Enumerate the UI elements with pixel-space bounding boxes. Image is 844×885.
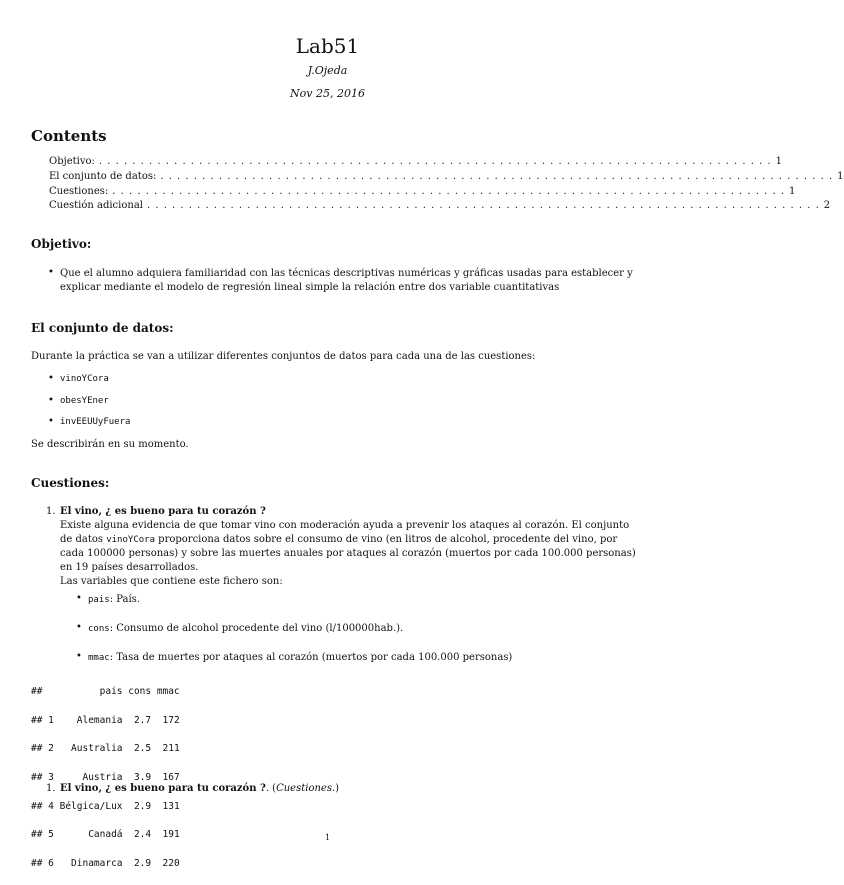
code-line: ## 6 Dinamarca 2.9 220 (31, 857, 180, 869)
objetivo-line-1: Que el alumno adquiera familiaridad con las técnicas descriptivas numéricas y gráficas usadas para establecer y (60, 268, 633, 279)
toc-entry-objetivo[interactable] (49, 156, 783, 171)
question-title: El vino, ¿ es bueno para tu corazón ? (60, 783, 266, 794)
code-line: ## pais cons mmac (31, 686, 180, 698)
bullet-icon: • (76, 622, 82, 633)
document-title: Lab51 (295, 34, 360, 58)
variable-item (88, 651, 512, 665)
variable-code: cons (88, 624, 110, 634)
conjunto-outro: Se describirán en su momento. (31, 439, 189, 450)
variable-code: mmac (88, 653, 110, 663)
bullet-icon: • (48, 267, 54, 278)
toc-entry-page[interactable]: 1 (775, 156, 783, 167)
dataset-name: vinoYCora (60, 374, 109, 384)
variable-desc: : Consumo de alcohol procedente del vino (l/100000hab.). (109, 623, 404, 634)
text-segment: de datos (60, 534, 107, 545)
toc-entry-page[interactable]: 1 (837, 170, 844, 182)
text-segment: proporciona datos sobre el consumo de vino (en litros de alcohol, procedente del vino, por (155, 534, 618, 545)
toc-entry-page[interactable]: 2 (823, 200, 831, 212)
code-line: ## 1 Alemania 2.7 172 (31, 714, 180, 726)
bullet-icon: • (76, 651, 82, 662)
question-number: 1. (46, 783, 56, 794)
question-1-repeat (60, 782, 339, 796)
document-date: Nov 25, 2016 (290, 87, 365, 100)
dataset-name: obesYEner (60, 396, 109, 406)
toc-entry-conjunto[interactable] (49, 170, 844, 186)
conjunto-intro: Durante la práctica se van a utilizar diferentes conjuntos de datos para cada una de las cuestiones: (31, 351, 536, 362)
page-number: 1 (324, 833, 331, 842)
question-1-line-2 (60, 533, 640, 547)
objetivo-bullet-text (60, 267, 640, 295)
toc-leader-dots: . . . . . . . . . . . . . . . . . . . . . . . . . . . . . . . . . . . . . . . . . . . . . . . . . . . . . . . . . . . . . . . . . . . . . . . . . . . . . . . . . (146, 200, 820, 212)
toc-entry-cuestiones[interactable] (49, 185, 796, 201)
variable-item (88, 593, 140, 607)
code-line: ## 4 Bélgica/Lux 2.9 131 (31, 800, 180, 812)
variable-code: pais (88, 595, 110, 605)
toc-entry-cuestion-adicional[interactable] (49, 200, 831, 215)
question-1-line-5: Las variables que contiene este fichero son: (60, 576, 283, 587)
code-line: ## 5 Canadá 2.4 191 (31, 829, 180, 841)
bullet-icon: • (48, 395, 54, 406)
toc-entry-label[interactable]: Cuestiones: (49, 185, 109, 197)
question-1-line-1: Existe alguna evidencia de que tomar vino con moderación ayuda a prevenir los ataques al corazón. El conjunto (60, 520, 630, 531)
question-1-line-3: cada 100000 personas) y sobre las muertes anuales por ataques al corazón (muertos por cada 100.000 personas) (60, 548, 636, 559)
toc-leader-dots: . . . . . . . . . . . . . . . . . . . . . . . . . . . . . . . . . . . . . . . . . . . . . . . . . . . . . . . . . . . . . . . . . . . . . . . . . . . . . . . . . (112, 185, 786, 197)
code-line: ## 2 Australia 2.5 211 (31, 743, 180, 755)
toc-leader-dots: . . . . . . . . . . . . . . . . . . . . . . . . . . . . . . . . . . . . . . . . . . . . . . . . . . . . . . . . . . . . . . . . . . . . . . . . . . . . . . . . . (160, 170, 834, 182)
toc-entry-label[interactable]: El conjunto de datos: (49, 170, 157, 182)
document-author: J.Ojeda (307, 64, 348, 77)
bullet-icon: • (48, 373, 54, 384)
variable-desc: : Tasa de muertes por ataques al corazón (muertos por cada 100.000 personas) (109, 652, 513, 663)
toc-entry-label[interactable]: Objetivo: (49, 156, 95, 167)
variable-item (88, 622, 403, 636)
toc-entry-label[interactable]: Cuestión adicional (49, 200, 143, 212)
text-segment: ) (335, 783, 340, 794)
question-number: 1. (46, 506, 56, 517)
toc-leader-dots: . . . . . . . . . . . . . . . . . . . . . . . . . . . . . . . . . . . . . . . . . . . . . . . . . . . . . . . . . . . . . . . . . . . . . . . . . . . . . . . . . (98, 156, 772, 167)
code-line: ## 3 Austria 3.9 167 (31, 772, 180, 784)
cuestiones-heading: Cuestiones: (31, 476, 110, 490)
question-1-body (60, 505, 640, 589)
objetivo-heading: Objetivo: (31, 237, 92, 251)
conjunto-heading: El conjunto de datos: (31, 321, 174, 335)
bullet-icon: • (48, 416, 54, 427)
question-1-line-4: en 19 países desarrollados. (60, 562, 199, 573)
toc-entry-page[interactable]: 1 (789, 185, 796, 197)
question-1-title: El vino, ¿ es bueno para tu corazón ? (60, 506, 266, 517)
dataset-name: invEEUUyFuera (60, 417, 131, 427)
r-code-output (31, 671, 180, 885)
inline-code: vinoYCora (106, 535, 155, 545)
contents-heading: Contents (31, 127, 107, 145)
cross-reference-link[interactable]: Cuestiones. (276, 783, 336, 794)
text-segment: . ( (265, 783, 277, 794)
bullet-icon: • (76, 593, 82, 604)
table-of-contents (49, 156, 844, 215)
variable-desc: : País. (109, 594, 140, 605)
objetivo-line-2: explicar mediante el modelo de regresión lineal simple la relación entre dos variable cuantitativas (60, 282, 560, 293)
